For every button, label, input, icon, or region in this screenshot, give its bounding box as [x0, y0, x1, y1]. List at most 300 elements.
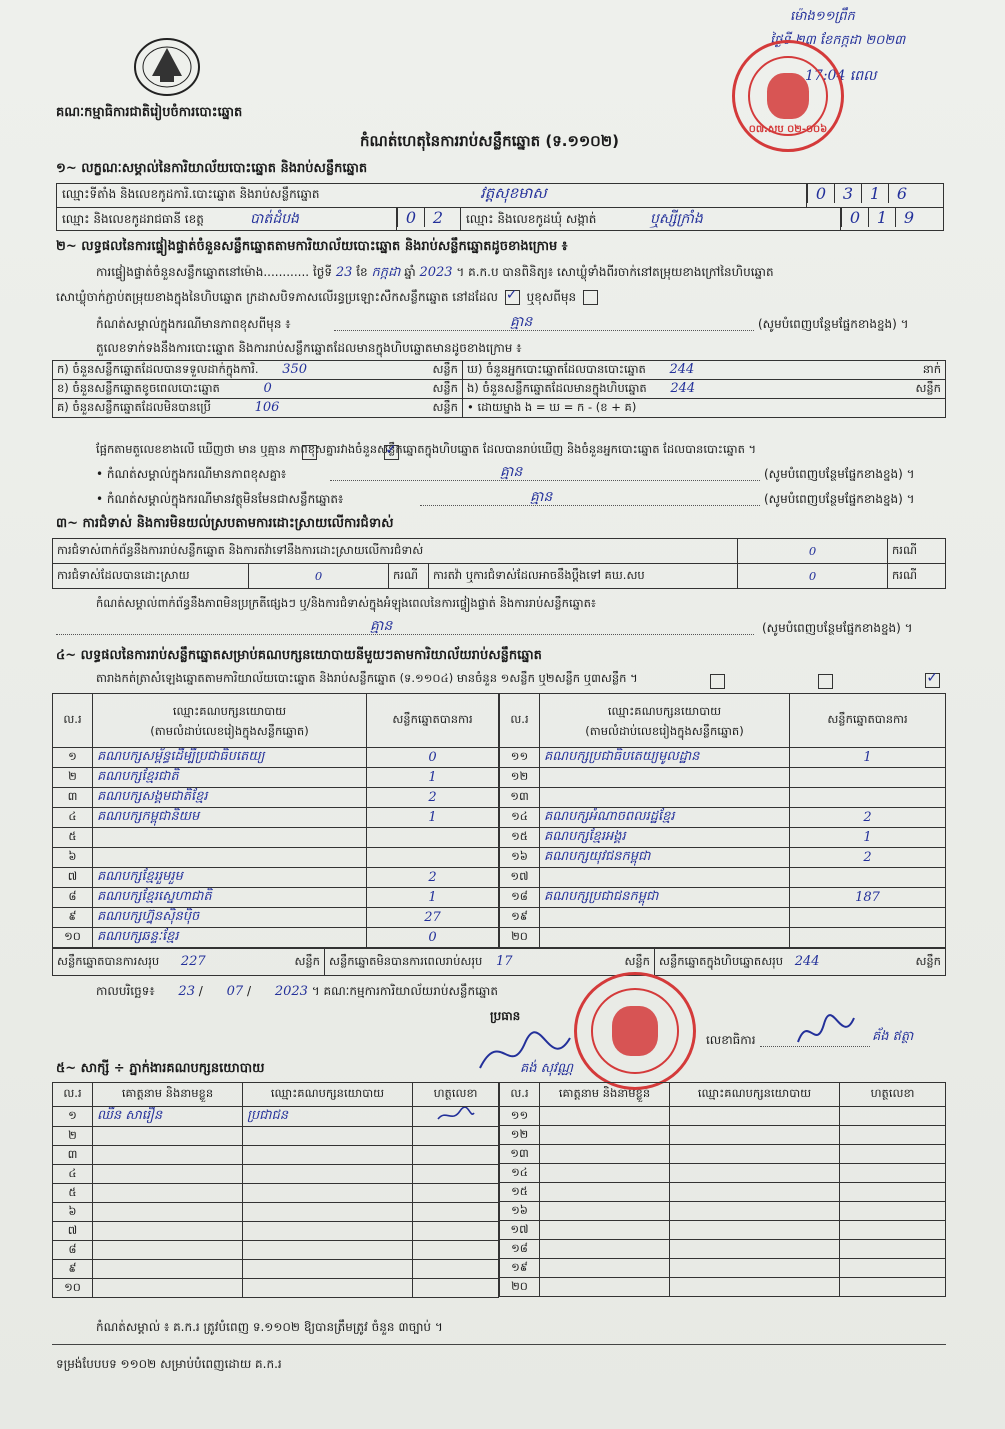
row-no: ២ [53, 768, 93, 788]
witness-signature [413, 1222, 499, 1241]
witness-name [540, 1221, 670, 1240]
witness-name: ឈឺន សារឿន [93, 1107, 243, 1127]
witness-row [500, 1126, 946, 1145]
row-no: ១៦ [500, 848, 540, 868]
witness-party [670, 1145, 840, 1164]
row-no: ១៦ [500, 1202, 540, 1221]
result-row [500, 868, 946, 888]
section3-heading: ៣~ ការជំទាស់ និងការមិនយល់ស្របតាមការដោះស្រាយលើការជំទាស់ [56, 516, 394, 531]
result-row [53, 748, 499, 768]
row-no: ១៩ [500, 1259, 540, 1278]
row-no: ១២ [500, 1126, 540, 1145]
party-name: គណបក្សខ្មែរអង្គរ [540, 828, 790, 848]
count-e-cell [463, 380, 946, 399]
row-no: ១៣ [500, 1145, 540, 1164]
row-no: ២០ [500, 1278, 540, 1297]
row-no: ២០ [500, 928, 540, 948]
witness-party [670, 1259, 840, 1278]
vote-count: 0 [367, 748, 499, 768]
row-no: ៦ [53, 1203, 93, 1222]
total-valid-cell [53, 949, 325, 976]
unit: ករណី [888, 539, 946, 564]
party-name: គណបក្សខ្មែរជាតិ [93, 768, 367, 788]
unit: សន្លឹក [432, 380, 458, 395]
result-row [53, 928, 499, 948]
witness-name [93, 1165, 243, 1184]
vote-count [790, 868, 946, 888]
totals-table [52, 948, 946, 976]
code-digit: 2 [424, 208, 451, 227]
count-b-label: ខ) ចំនួនសន្លឹកឆ្នោតខូចពេលបោះឆ្នោត [57, 380, 220, 395]
witness-name [93, 1203, 243, 1222]
unit: ករណី [389, 564, 429, 589]
party-name [540, 908, 790, 928]
year-label: ឆ្នាំ [404, 265, 416, 279]
witness-row [53, 1107, 499, 1127]
col-party-title: ឈ្មោះគណបក្សនយោបាយ [607, 703, 722, 718]
witness-name [540, 1183, 670, 1202]
row-no: ១៣ [500, 788, 540, 808]
witness-party [243, 1127, 413, 1146]
objection-value: 0 [738, 539, 888, 564]
note3-hint: (សូមបំពេញបន្ថែមផ្នែកខាងខ្នង) ។ [764, 492, 915, 506]
row-no: ១៤ [500, 808, 540, 828]
witness-signature [413, 1146, 499, 1165]
witness-party [670, 1126, 840, 1145]
witness-party [670, 1107, 840, 1126]
party-name: គណបក្សខ្មែរស្នេហាជាតិ [93, 888, 367, 908]
total-box-cell [655, 949, 946, 976]
verify-line [96, 264, 774, 283]
party-name: គណបក្សឆន្ទៈខ្មែរ [93, 928, 367, 948]
col-sign: ហត្ថលេខា [840, 1083, 946, 1107]
changed-checkbox[interactable] [583, 290, 598, 305]
results-table-right [499, 693, 946, 948]
witness-name [93, 1279, 243, 1298]
count-e-label: ង) ចំនួនសន្លឹកឆ្នោតដែលមានក្នុងហិបឆ្នោត [467, 380, 647, 395]
top-time: 17:04 ពេល [805, 68, 877, 84]
party-name [540, 768, 790, 788]
section5-footnote: កំណត់សម្គាល់ ៖ គ.ក.រ ត្រូវបំពេញ ទ.១១០២ ឱ្យបានត្រឹមត្រូវ ចំនួន ៣ច្បាប់ ។ [96, 1320, 443, 1334]
count-c-cell [53, 399, 463, 418]
witness-name [93, 1241, 243, 1260]
witness-table-right [499, 1082, 946, 1297]
witness-name [93, 1127, 243, 1146]
code-digit: 0 [841, 208, 868, 227]
witness-party [243, 1203, 413, 1222]
result-row [500, 928, 946, 948]
row-no: ៨ [53, 1241, 93, 1260]
witness-row [500, 1240, 946, 1259]
nec-emblem-icon [132, 36, 202, 98]
vote-count: 1 [367, 768, 499, 788]
row-no: ១៥ [500, 1183, 540, 1202]
party-name: គណបក្សកម្ពុជានិយម [93, 808, 367, 828]
result-row [500, 848, 946, 868]
row-no: ៥ [53, 1184, 93, 1203]
month-value: កក្កដា [371, 265, 401, 280]
row-no: ១៧ [500, 1221, 540, 1240]
day-label: ថ្ងៃទី [312, 265, 332, 279]
row-no: ៦ [53, 848, 93, 868]
vote-count: 27 [367, 908, 499, 928]
count-a-value: 350 [282, 361, 308, 377]
count-d-value: 244 [669, 361, 695, 377]
code-digit: 1 [868, 208, 895, 227]
vote-count [790, 928, 946, 948]
result-row [53, 908, 499, 928]
total-invalid-value: 17 [495, 953, 513, 969]
unit: សន្លឹក [432, 361, 458, 376]
witness-signature [413, 1203, 499, 1222]
witness-party [670, 1202, 840, 1221]
appeal-label: ការតវ៉ា ឬការជំទាស់ដែលអាចនឹងប្តឹងទៅ គឃ.សប [429, 564, 738, 589]
witness-signature [840, 1126, 946, 1145]
org-name: គណៈកម្មាធិការជាតិរៀបចំការបោះឆ្នោត [56, 105, 243, 120]
witness-table-left [52, 1082, 499, 1298]
province-label: ឈ្មោះ និងលេខកូដរាជធានី ខេត្ត [62, 212, 204, 226]
col-party: ឈ្មោះគណបក្សនយោបាយ [670, 1083, 840, 1107]
witness-row [500, 1164, 946, 1183]
section3-note-hint: (សូមបំពេញបន្ថែមផ្នែកខាងខ្នង) ។ [762, 621, 913, 635]
row-no: ១ [53, 748, 93, 768]
count-e-value: 244 [670, 380, 696, 396]
unit: នាក់ [922, 361, 941, 376]
party-name: គណបក្សអំណាចពលរដ្ឋខ្មែរ [540, 808, 790, 828]
row-no: ១៨ [500, 888, 540, 908]
note2-hint: (សូមបំពេញបន្ថែមផ្នែកខាងខ្នង) ។ [764, 467, 915, 481]
total-invalid-cell [325, 949, 655, 976]
row-no: ១៨ [500, 1240, 540, 1259]
commission-label: ។ គណៈកម្មការការិយាល័យរាប់សន្លឹកឆ្នោត [311, 984, 498, 998]
party-name: គណបក្សយុវជនកម្ពុជា [540, 848, 790, 868]
witness-name [540, 1278, 670, 1297]
party-name: គណបក្សហ្វ៊ុនស៊ិនប៉ិច [93, 908, 367, 928]
result-row [53, 768, 499, 788]
note2-value: គ្មាន [500, 464, 523, 480]
code-digit: 9 [895, 208, 922, 227]
secretary-name: គ័ង ឥត្ថា [872, 1029, 914, 1044]
witness-signature [413, 1184, 499, 1203]
party-name: គណបក្សខ្មែររួមរួម [93, 868, 367, 888]
total-invalid-label: សន្លឹកឆ្នោតមិនបានការពេលរាប់សរុប [329, 953, 483, 968]
official-stamp-top [732, 40, 844, 152]
top-date: ថ្ងៃទី ២៣ ខែកក្កដា ២០២៣ [770, 33, 906, 48]
total-valid-label: សន្លឹកឆ្នោតបានការសរុប [57, 953, 160, 968]
witness-signature [840, 1107, 946, 1126]
month-label: ខែ [356, 265, 368, 279]
verify-text: ។ គ.ក.ប បានពិនិត្យ៖ សោឃ្លុំទាំងពីរចាក់នៅតម្រុយខាងក្រៅនៃហិបឆ្នោត [456, 265, 774, 279]
vote-count: 0 [367, 928, 499, 948]
code-digit: 3 [834, 184, 861, 203]
witness-row [53, 1279, 499, 1298]
witness-signature [840, 1240, 946, 1259]
result-row [500, 748, 946, 768]
row-no: ៨ [53, 888, 93, 908]
witness-row [53, 1184, 499, 1203]
note1-hint: (សូមបំពេញបន្ថែមផ្នែកខាងខ្នង) ។ [758, 317, 909, 331]
counts-table [52, 360, 946, 418]
location-label: ឈ្មោះទីតាំង និងលេខកូដការិ.បោះឆ្នោត និងរាប់សន្លឹកឆ្នោត [62, 187, 320, 201]
result-row [500, 768, 946, 788]
no-difference-checkbox[interactable] [384, 445, 399, 460]
vote-count: 1 [790, 748, 946, 768]
unit: ករណី [888, 564, 946, 589]
result-row [53, 888, 499, 908]
witness-signature [840, 1221, 946, 1240]
note1-label: កំណត់សម្គាល់ក្នុងករណីមានភាពខុសពីមុន ៖ [96, 317, 291, 331]
one-sheet-checkbox[interactable] [710, 674, 725, 689]
row-no: ៤ [53, 1165, 93, 1184]
section4-heading: ៤~ លទ្ធផលនៃការរាប់សន្លឹកឆ្នោតសម្រាប់គណបក្សនយោបាយនីមួយៗតាមការិយាល័យរាប់សន្លឹកឆ្នោត [56, 648, 542, 663]
formula-cell: • ដោយម្នាង ង = ឃ = ក - (ខ + គ) [463, 399, 946, 418]
col-votes: សន្លឹកឆ្នោតបានការ [367, 694, 499, 748]
witness-signature [840, 1145, 946, 1164]
count-c-value: 106 [254, 399, 280, 415]
row-no: ១២ [500, 768, 540, 788]
unit: សន្លឹក [915, 953, 941, 968]
section1-heading: ១~ លក្ខណៈសម្គាល់នៃការិយាល័យបោះឆ្នោត និងរាប់សន្លឹកឆ្នោត [56, 161, 368, 176]
witness-row [500, 1107, 946, 1126]
col-party [540, 694, 790, 748]
form-page: គណៈកម្មាធិការជាតិរៀបចំការបោះឆ្នោត កំណត់ហេតុនៃការរាប់សន្លឹកឆ្នោត (ទ.១១០២) ម៉ោង១១ព្រឹក ថ្ងៃទី ២៣ ខែកក្កដា ២០២៣ 17:04 ពេល ០៧.សប ០២-០០៦ ១~ លក្ខណៈសម្គាល់នៃការិយាល័យបោះឆ្នោត និងរាប់សន្លឹកឆ្នោត ឈ្មោះទីតាំង និងលេខកូដការិ.បោះឆ្នោត និងរាប់សន្លឹកឆ្នោត វត្តសុខមាស 0 3 1 6 ឈ្មោះ និងលេខកូដរាជធានី ខេត្ត បាត់ដំបង 0 2 ឈ្មោះ និងលេខកូដឃុំ សង្កាត់ ឬស្សីក្រាំង 0 1 9 ២~ លទ្ធផលនៃការផ្ទៀងផ្ទាត់ចំនួនសន្លឹកឆ្នោតតាមការិយាល័យបោះឆ្នោត និងរាប់សន្លឹកឆ្នោតដូចខាងក្រោម ៖ ការផ្ទៀងផ្ទាត់ចំនួនសន្លឹកឆ្នោតនៅម៉ោង............ ថ្ងៃទី 23 ខែ កក្កដា ឆ្នាំ 2023 ។ គ.ក.ប បានពិនិត្យ៖ សោឃ្លុំទាំងពីរចាក់នៅតម្រុយខាងក្រៅនៃហិបឆ្នោត សោឃ្លុំចាក់ភ្ជាប់តម្រុយខាងក្នុងនៃហិបឆ្នោត ក្រដាសបិទភាសលើរន្ធប្រឡោះសឺកសន្លឹកឆ្នោត នៅដដែល ✓ ឬខុសពីមុន កំណត់សម្គាល់ក្នុងករណីមានភាពខុសពីមុន ៖ គ្មាន (សូមបំពេញបន្ថែមផ្នែកខាងខ្នង) ។ តួលេខទាក់ទងនឹងការបោះឆ្នោត និងការរាប់សន្លឹកឆ្នោតដែលមានក្នុងហិបឆ្នោតមានដូចខាងក្រោម ៖ ក) ចំនួនសន្លឹកឆ្នោតដែលបានទទួលដាក់ក្នុងការិ. 350 សន្លឹក ឃ) ចំនួនអ្នកបោះឆ្នោតដែលបានបោះឆ្នោត 244 នាក់ ខ) ចំនួនសន្លឹកឆ្នោតខូចពេលបោះឆ្នោត 0 សន្លឹក ង) ចំនួនសន្លឹកឆ្នោតដែលមានក្នុងហិបឆ្នោត 244 សន្លឹក គ) ចំនួនសន្លឹកឆ្នោតដែលមិនបានប្រើ 106 សន្លឹក • ដោយម្នាង ង = ឃ = ក - (ខ + គ) ផ្អែកតាមតួលេខខាងលើ ឃើញថា មាន ឬគ្មាន ភាពខុសគ្នារវាងចំនួនសន្លឹកឆ្នោតក្នុងហិបឆ្នោត ដែលបានរាប់ឃើញ និងចំនួនអ្នកបោះឆ្នោត ដែលបានបោះឆ្នោត ។ ✓ • កំណត់សម្គាល់ក្នុងករណីមានភាពខុសគ្នា៖ គ្មាន (សូមបំពេញបន្ថែមផ្នែកខាងខ្នង) ។ • កំណត់សម្គាល់ក្នុងករណីមានវត្ថុមិនមែនជាសន្លឹកឆ្នោត៖ គ្មាន (សូមបំពេញបន្ថែមផ្នែកខាងខ្នង) ។ ៣~ ការជំទាស់ និងការមិនយល់ស្របតាមការដោះស្រាយលើការជំទាស់ ការជំទាស់ពាក់ព័ន្ធនឹងការរាប់សន្លឹកឆ្នោត និងការតវ៉ាទៅនឹងការដោះស្រាយលើការជំទាស់ 0 ករណី ការជំទាស់ដែលបានដោះស្រាយ 0 ករណី ការតវ៉ា ឬការជំទាស់ដែលអាចនឹងប្តឹងទៅ គឃ.សប 0 ករណី កំណត់សម្គាល់ពាក់ព័ន្ធនឹងភាពមិនប្រក្រតីផ្សេងៗ ឬ/និងការជំទាស់ក្នុងអំឡុងពេលនៃការផ្ទៀងផ្ទាត់ និងការរាប់សន្លឹកឆ្នោត៖ គ្មាន (សូមបំពេញបន្ថែមផ្នែកខាងខ្នង) ។ ៤~ លទ្ធផលនៃការរាប់សន្លឹកឆ្នោតសម្រាប់គណបក្សនយោបាយនីមួយៗតាមការិយាល័យរាប់សន្លឹកឆ្នោត តារាងកត់ត្រាសំឡេងឆ្នោតតាមការិយាល័យបោះឆ្នោត និងរាប់សន្លឹកឆ្នោត (ទ.១១០៤) មានចំនួន ១សន្លឹក ឬ២សន្លឹក ឬ៣សន្លឹក ។ ✓ ល.រ ឈ្មោះគណបក្សនយោបាយ (តាមលំដាប់លេខរៀងក្នុងសន្លឹកឆ្នោត) សន្លឹកឆ្នោតបានការ ១ គណបក្សសម្ព័ន្ធដើម្បីប្រជាធិបតេយ្យ 0 ២ គណបក្សខ្មែរជាតិ 1 ៣ គណបក្សសង្គមជាតិខ្មែរ 2 ៤ គណបក្សកម្ពុជានិយម 1 ៥ ៦ ៧ គណបក្សខ្មែររួមរួម 2 ៨ គណបក្សខ្មែរស្នេហាជាតិ 1 ៩ គណបក្សហ្វ៊ុនស៊ិនប៉ិច 27 ១០ គណបក្សឆន្ទៈខ្មែរ 0 ល.រ ឈ្មោះគណបក្សនយោបាយ (តាមលំដាប់លេខរៀងក្នុងសន្លឹកឆ្នោត) សន្លឹកឆ្នោតបានការ ១១ គណបក្សប្រជាធិបតេយ្យមូលដ្ឋាន 1 ១២ ១៣ ១៤ គណបក្សអំណាចពលរដ្ឋខ្មែរ 2 ១៥ គណបក្សខ្មែរអង្គរ 1 ១៦ គណបក្សយុវជនកម្ពុជា 2 ១៧ ១៨ គណបក្សប្រជាជនកម្ពុជា 187 ១៩ ២០ សន្លឹកឆ្នោតបានការសរុប 227 សន្លឹក សន្លឹកឆ្នោតមិនបានការពេលរាប់សរុប 17 សន្លឹក សន្លឹកឆ្នោតក្នុងហិបឆ្នោតសរុប 244 សន្លឹក កាលបរិច្ឆេទ៖ 23 / 07 / 2023 ។ គណៈកម្មការការិយាល័យរាប់សន្លឹកឆ្នោត ប្រធាន លេខាធិការ គ័ង ឥត្ថា គង់ សុវណ្ណ ៥~ សាក្សី ÷ ភ្នាក់ងារគណបក្សនយោបាយ ល.រ គោត្តនាម និងនាមខ្លួន ឈ្មោះគណបក្សនយោបាយ ហត្ថលេខា ១ ឈឺន សារឿន ប្រជាជន ២ ៣ ៤ ៥ ៦ ៧ ៨ ៩ ១០ ល.រ គោត្តនាម និងនាមខ្លួន ឈ្មោះគណបក្សនយោបាយ ហត្ថលេខា ១១ ១២ ១៣ ១៤ ១៥ ១៦ ១៧ ១៨ ១៩ ២០ កំណត់សម្គាល់ ៖ គ.ក.រ ត្រូវបំពេញ ទ.១១០២ ឱ្យបានត្រឹមត្រូវ ចំនួន ៣ច្បាប់ ។ ទម្រង់បែបបទ ១១០២ សម្រាប់បំពេញដោយ គ.ក.រ [0, 0, 1005, 1429]
result-row [500, 828, 946, 848]
witness-party [670, 1240, 840, 1259]
section3-note-label: កំណត់សម្គាល់ពាក់ព័ន្ធនឹងភាពមិនប្រក្រតីផ្សេងៗ ឬ/និងការជំទាស់ក្នុងអំឡុងពេលនៃការផ្ទៀងផ្ទាត់ និងការរាប់សន្លឹកឆ្នោត៖ [96, 596, 596, 610]
secretary-label: លេខាធិការ [706, 1033, 756, 1047]
col-name: គោត្តនាម និងនាមខ្លួន [93, 1083, 243, 1107]
vote-count [367, 828, 499, 848]
chair-name: គង់ សុវណ្ណ [520, 1061, 574, 1076]
witness-row [53, 1146, 499, 1165]
location-code [806, 184, 915, 207]
vote-count: 2 [790, 808, 946, 828]
witness-row [53, 1241, 499, 1260]
witness-signature [840, 1278, 946, 1297]
col-votes: សន្លឹកឆ្នោតបានការ [790, 694, 946, 748]
result-row [500, 888, 946, 908]
row-no: ៤ [53, 808, 93, 828]
col-no: ល.រ [53, 694, 93, 748]
date-month: 07 [226, 984, 244, 999]
witness-party [670, 1164, 840, 1183]
witness-signature [413, 1127, 499, 1146]
section5-heading: ៥~ សាក្សី ÷ ភ្នាក់ងារគណបក្សនយោបាយ [56, 1061, 265, 1076]
witness-signature [413, 1165, 499, 1184]
witness-party [670, 1278, 840, 1297]
objection-table [52, 538, 946, 589]
chair-label: ប្រធាន [490, 1009, 521, 1023]
province-value: បាត់ដំបង [250, 211, 299, 227]
witness-row [500, 1183, 946, 1202]
vote-count [790, 768, 946, 788]
col-party-title: ឈ្មោះគណបក្សនយោបាយ [172, 703, 287, 718]
witness-name [93, 1146, 243, 1165]
changed-label: ឬខុសពីមុន [526, 290, 577, 304]
witness-party [243, 1184, 413, 1203]
row-no: ១៩ [500, 908, 540, 928]
witness-party [243, 1241, 413, 1260]
row-no: ៩ [53, 908, 93, 928]
witness-row [53, 1260, 499, 1279]
vote-count: 2 [367, 868, 499, 888]
result-row [500, 808, 946, 828]
witness-signature [413, 1107, 499, 1127]
unit: សន្លឹក [294, 953, 320, 968]
section2-heading: ២~ លទ្ធផលនៃការផ្ទៀងផ្ទាត់ចំនួនសន្លឹកឆ្នោតតាមការិយាល័យបោះឆ្នោត និងរាប់សន្លឹកឆ្នោតដូចខាងក្រោម ៖ [56, 239, 568, 254]
total-box-label: សន្លឹកឆ្នោតក្នុងហិបឆ្នោតសរុប [659, 953, 784, 968]
row-no: ១ [53, 1107, 93, 1127]
witness-name [540, 1107, 670, 1126]
row-no: ១១ [500, 748, 540, 768]
witness-row [500, 1145, 946, 1164]
note2-label: • កំណត់សម្គាល់ក្នុងករណីមានភាពខុសគ្នា៖ [96, 467, 287, 481]
resolved-label: ការជំទាស់ដែលបានដោះស្រាយ [53, 564, 249, 589]
witness-signature [840, 1164, 946, 1183]
commune-code [840, 208, 922, 231]
year-value: 2023 [419, 265, 453, 280]
witness-party [243, 1260, 413, 1279]
result-row [53, 848, 499, 868]
code-digit: 0 [807, 184, 834, 203]
col-party-sub: (តាមលំដាប់លេខរៀងក្នុងសន្លឹកឆ្នោត) [150, 723, 309, 738]
note3-value: គ្មាន [530, 489, 553, 505]
appeal-value: 0 [738, 564, 888, 589]
count-d-label: ឃ) ចំនួនអ្នកបោះឆ្នោតដែលបានបោះឆ្នោត [467, 361, 646, 376]
witness-name [540, 1164, 670, 1183]
commune-label: ឈ្មោះ និងលេខកូដឃុំ សង្កាត់ [466, 212, 597, 226]
row-no: ៣ [53, 788, 93, 808]
col-sign: ហត្ថលេខា [413, 1083, 499, 1107]
official-stamp-bottom [574, 972, 696, 1090]
row-no: ៩ [53, 1260, 93, 1279]
form-title: កំណត់ហេតុនៃការរាប់សន្លឹកឆ្នោត (ទ.១១០២) [360, 132, 620, 150]
witness-party [243, 1279, 413, 1298]
vote-count [367, 848, 499, 868]
witness-row [53, 1165, 499, 1184]
party-name [93, 828, 367, 848]
witness-name [540, 1126, 670, 1145]
count-a-cell [53, 361, 463, 380]
province-code [396, 208, 451, 231]
vote-count: 1 [367, 808, 499, 828]
vote-count: 1 [367, 888, 499, 908]
vote-count: 2 [367, 788, 499, 808]
witness-signature [413, 1279, 499, 1298]
compare-line: ផ្អែកតាមតួលេខខាងលើ ឃើញថា មាន ឬគ្មាន ភាពខុសគ្នារវាងចំនួនសន្លឹកឆ្នោតក្នុងហិបឆ្នោត ដែលបានរាប់ឃើញ និងចំនួនអ្នកបោះឆ្នោត ដែលបានបោះឆ្នោត ។ [96, 442, 757, 456]
row-no: ៧ [53, 868, 93, 888]
two-sheets-checkbox[interactable] [818, 674, 833, 689]
witness-signature [840, 1183, 946, 1202]
date-day: 23 [178, 984, 195, 999]
col-no: ល.រ [500, 1083, 540, 1107]
has-difference-checkbox[interactable] [302, 445, 317, 460]
witness-party [243, 1146, 413, 1165]
location-value: វត្តសុខមាស [480, 184, 547, 202]
witness-name [540, 1202, 670, 1221]
commune-value: ឬស្សីក្រាំង [650, 211, 703, 227]
unchanged-checkbox[interactable] [505, 290, 520, 305]
result-row [53, 868, 499, 888]
witness-name [540, 1145, 670, 1164]
witness-signature [840, 1259, 946, 1278]
row-no: ១៤ [500, 1164, 540, 1183]
row-no: ១៧ [500, 868, 540, 888]
witness-party [670, 1183, 840, 1202]
vote-count [790, 908, 946, 928]
row-no: ២ [53, 1127, 93, 1146]
date-year: 2023 [274, 984, 308, 999]
col-party [93, 694, 367, 748]
witness-row [53, 1222, 499, 1241]
party-name [540, 788, 790, 808]
party-name: គណបក្សប្រជាជនកម្ពុជា [540, 888, 790, 908]
witness-name [93, 1222, 243, 1241]
result-row [53, 828, 499, 848]
section3-note-value: គ្មាន [370, 618, 393, 634]
result-row [500, 908, 946, 928]
witness-row [500, 1202, 946, 1221]
col-party-sub: (តាមលំដាប់លេខរៀងក្នុងសន្លឹកឆ្នោត) [585, 723, 744, 738]
row-no: ៧ [53, 1222, 93, 1241]
count-a-label: ក) ចំនួនសន្លឹកឆ្នោតដែលបានទទួលដាក់ក្នុងការិ. [57, 361, 259, 376]
party-name [540, 928, 790, 948]
three-sheets-checkbox[interactable] [925, 673, 940, 688]
code-digit: 1 [861, 184, 888, 203]
party-name [540, 868, 790, 888]
witness-signature [413, 1260, 499, 1279]
unit: សន្លឹក [624, 953, 650, 968]
count-b-cell [53, 380, 463, 399]
vote-count [790, 788, 946, 808]
col-no: ល.រ [500, 694, 540, 748]
count-c-label: គ) ចំនួនសន្លឹកឆ្នោតដែលមិនបានប្រើ [57, 399, 211, 414]
witness-row [500, 1221, 946, 1240]
result-row [53, 788, 499, 808]
witness-party [670, 1221, 840, 1240]
col-party: ឈ្មោះគណបក្សនយោបាយ [243, 1083, 413, 1107]
witness-name [93, 1184, 243, 1203]
row-no: ១៥ [500, 828, 540, 848]
witness-party: ប្រជាជន [243, 1107, 413, 1127]
row-no: ១០ [53, 928, 93, 948]
note3-label: • កំណត់សម្គាល់ក្នុងករណីមានវត្ថុមិនមែនជាសន្លឹកឆ្នោត៖ [96, 492, 344, 506]
note1-value: គ្មាន [510, 314, 533, 330]
result-row [500, 788, 946, 808]
witness-row [53, 1203, 499, 1222]
row-no: ១១ [500, 1107, 540, 1126]
results-table-left [52, 693, 499, 948]
col-no: ល.រ [53, 1083, 93, 1107]
resolved-value: 0 [249, 564, 389, 589]
witness-party [243, 1222, 413, 1241]
unit: សន្លឹក [432, 399, 458, 414]
code-digit: 6 [888, 184, 915, 203]
count-b-value: 0 [263, 380, 272, 396]
col-name: គោត្តនាម និងនាមខ្លួន [540, 1083, 670, 1107]
witness-signature [840, 1202, 946, 1221]
party-name: គណបក្សប្រជាធិបតេយ្យមូលដ្ឋាន [540, 748, 790, 768]
code-digit: 0 [397, 208, 424, 227]
verify-time-text: ការផ្ទៀងផ្ទាត់ចំនួនសន្លឹកឆ្នោតនៅម៉ោង............ [96, 265, 310, 279]
stamp-code: ០៧.សប ០២-០០៦ [748, 124, 828, 135]
vote-count: 187 [790, 888, 946, 908]
party-name: គណបក្សសម្ព័ន្ធដើម្បីប្រជាធិបតេយ្យ [93, 748, 367, 768]
witness-row [53, 1127, 499, 1146]
date-label: កាលបរិច្ឆេទ៖ [96, 984, 155, 998]
top-note: ម៉ោង១១ព្រឹក [790, 9, 855, 24]
vote-count: 1 [790, 828, 946, 848]
